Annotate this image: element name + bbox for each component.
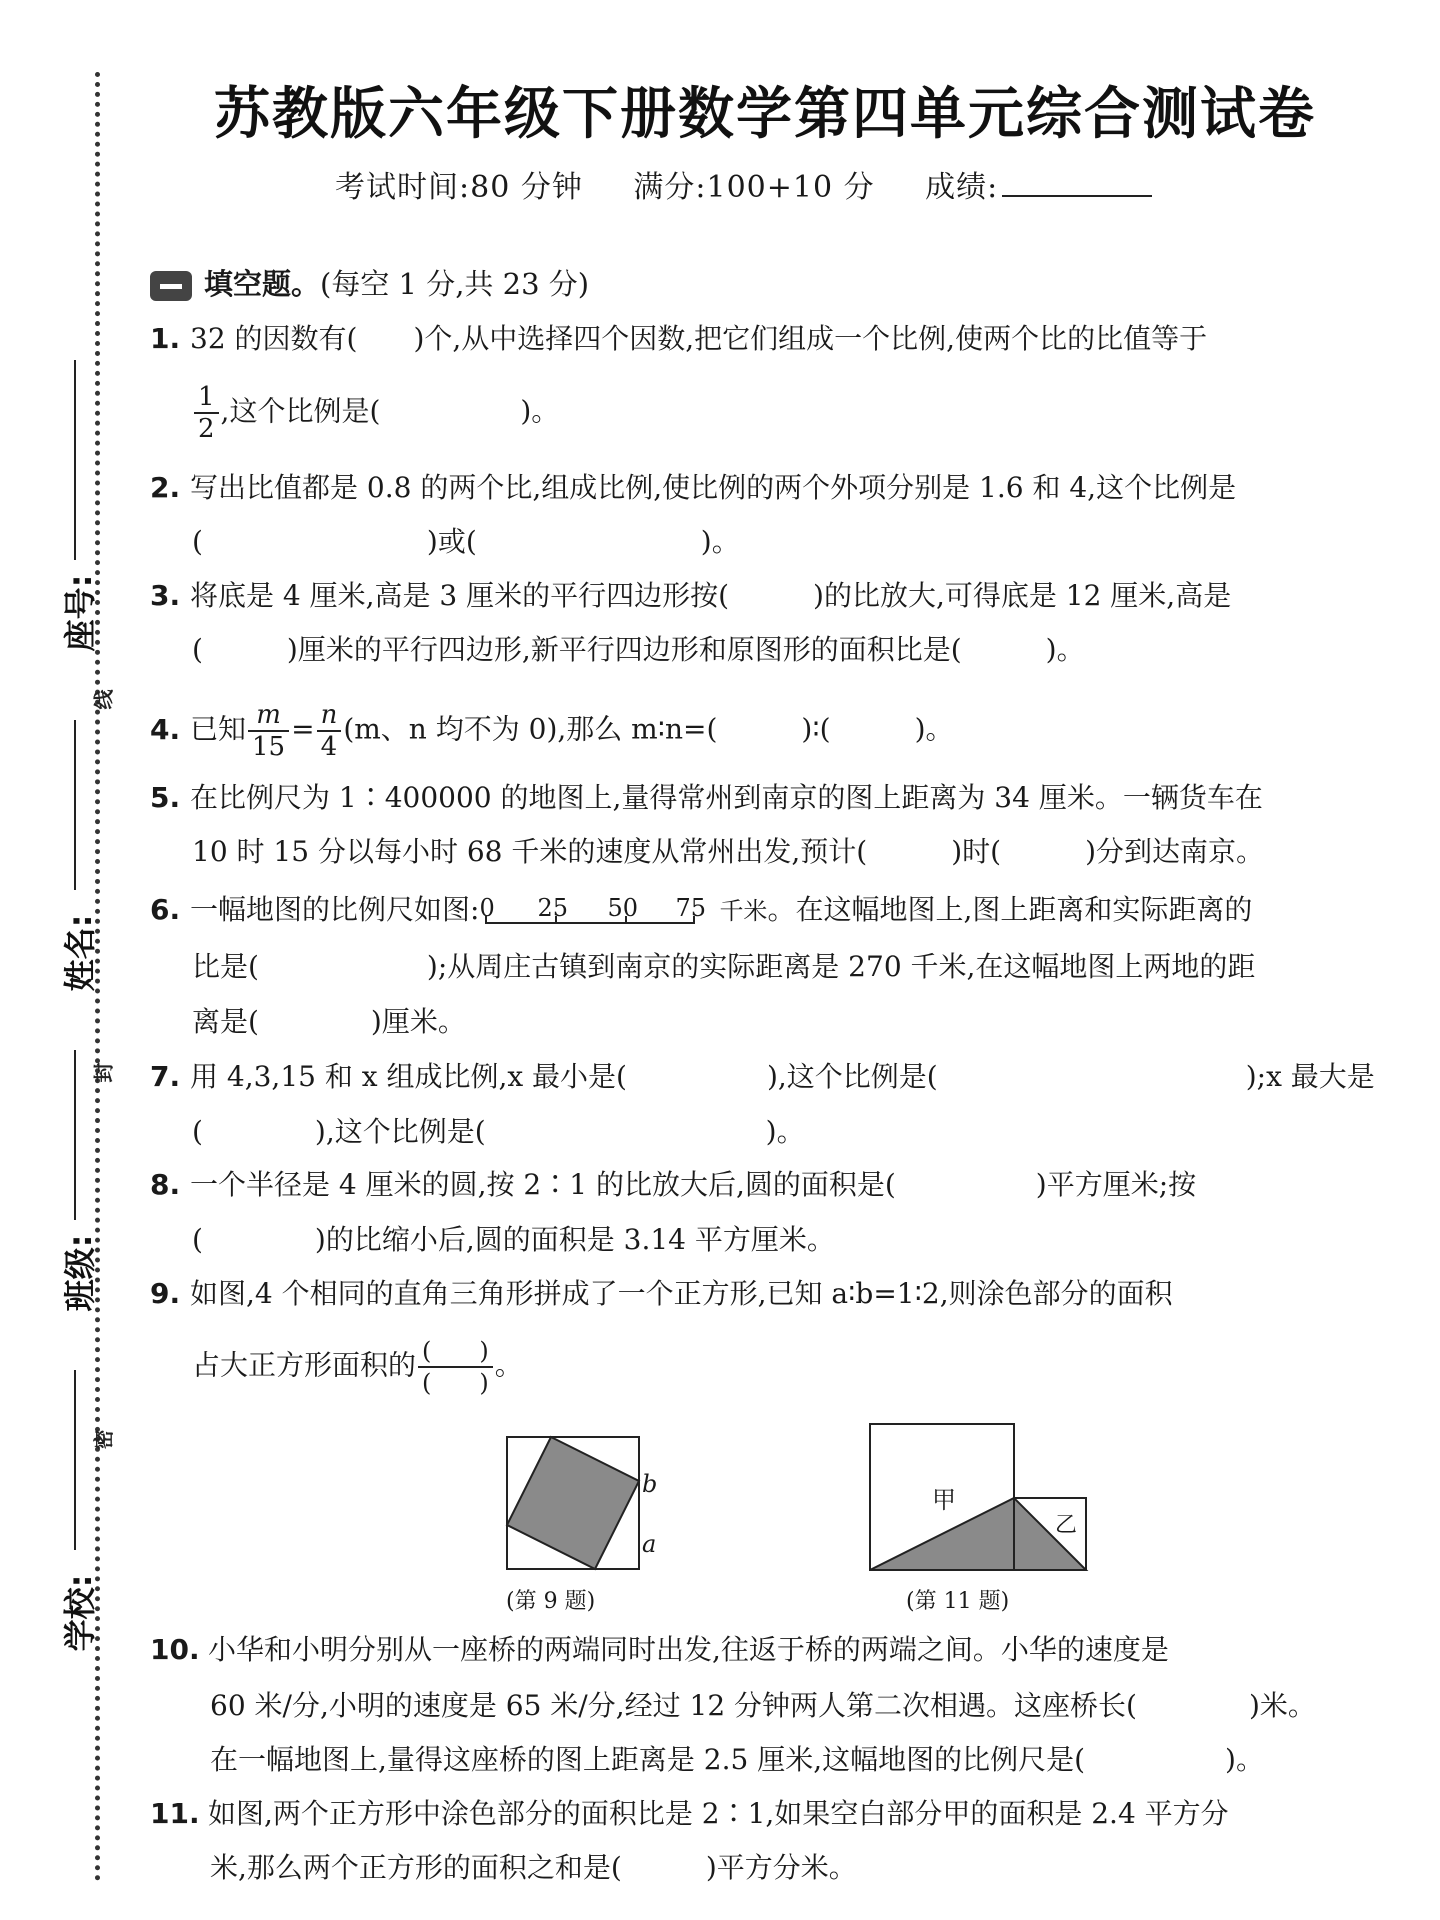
question-6 — [150, 888, 1252, 933]
section-heading — [150, 262, 589, 303]
question-text: 用 4,3,15 和 x 组成比例,x 最小是( ),这个比例是( );x 最大是 — [190, 1060, 1375, 1093]
question-7 — [150, 1055, 1375, 1099]
question-number: 1. — [150, 322, 181, 355]
page-title: 苏教版六年级下册数学第四单元综合测试卷 — [214, 82, 1316, 147]
question-text: 将底是 4 厘米,高是 3 厘米的平行四边形按( )的比放大,可得底是 12 厘米,高是 — [190, 579, 1232, 612]
question-text: 如图,两个正方形中涂色部分的面积比是 2∶1,如果空白部分甲的面积是 2.4 平方分 — [208, 1797, 1229, 1830]
question-8-line2: ( )的比缩小后,圆的面积是 3.14 平方厘米。 — [192, 1223, 835, 1256]
fraction-m-15 — [248, 700, 289, 762]
equals-sign: = — [291, 712, 315, 746]
figure-11-diagram — [868, 1422, 1092, 1574]
question-11 — [150, 1792, 1229, 1836]
question-text: 写出比值都是 0.8 的两个比,组成比例,使比例的两个外项分别是 1.6 和 4,这个比例是 — [190, 471, 1237, 504]
question-3-line2: ( )厘米的平行四边形,新平行四边形和原图形的面积比是( )。 — [192, 633, 1085, 666]
fraction-n-4 — [317, 700, 342, 762]
fraction-answer-blank — [418, 1336, 493, 1398]
margin-school-label: 学校: — [61, 1574, 99, 1652]
question-10-line2: 60 米/分,小明的速度是 65 米/分,经过 12 分钟两人第二次相遇。这座桥长( )米。 — [210, 1689, 1316, 1722]
question-number: 11. — [150, 1797, 200, 1830]
margin-seat-blank — [74, 360, 76, 560]
frac-denominator: 4 — [320, 732, 338, 762]
scale-tick — [485, 916, 487, 924]
question-number: 3. — [150, 579, 181, 612]
question-3 — [150, 574, 1231, 618]
figure-9-caption: (第 9 题) — [506, 1589, 596, 1614]
label-a: a — [642, 1530, 657, 1558]
scale-tick — [693, 916, 695, 924]
question-10 — [150, 1628, 1169, 1672]
label-yi: 乙 — [1055, 1513, 1078, 1538]
question-9 — [150, 1272, 1173, 1316]
question-text: ,这个比例是( )。 — [220, 394, 560, 428]
question-11-line2: 米,那么两个正方形的面积之和是( )平方分米。 — [210, 1851, 857, 1884]
question-number: 10. — [150, 1633, 200, 1666]
scale-unit: 千米 — [719, 897, 768, 925]
question-number: 4. — [150, 712, 181, 746]
question-number: 2. — [150, 471, 181, 504]
question-number: 8. — [150, 1168, 181, 1201]
question-text: (m、n 均不为 0),那么 m∶n=( )∶( )。 — [343, 712, 954, 746]
section-number-badge — [150, 271, 192, 301]
question-6-line3: 离是( )厘米。 — [192, 1005, 466, 1038]
question-7-line2: ( ),这个比例是( )。 — [192, 1115, 805, 1148]
question-text: 。在这幅地图上,图上距离和实际距离的 — [767, 893, 1253, 926]
question-4 — [150, 700, 954, 762]
figure-9-diagram — [505, 1435, 665, 1575]
section-note: (每空 1 分,共 23 分) — [320, 267, 590, 301]
exam-full-score: 满分:100+10 分 — [633, 170, 875, 205]
scale-tick — [555, 916, 557, 924]
question-2 — [150, 466, 1236, 510]
scale-tick-label: 25 — [537, 893, 568, 922]
question-5-line2: 10 时 15 分以每小时 68 千米的速度从常州出发,预计( )时( )分到达南京。 — [192, 835, 1264, 868]
question-8 — [150, 1163, 1196, 1207]
question-number: 9. — [150, 1277, 181, 1310]
frac-denominator: 15 — [252, 732, 286, 762]
frac-numerator: m — [248, 700, 289, 732]
question-number: 6. — [150, 893, 181, 926]
frac-denominator: ( ) — [422, 1369, 489, 1397]
shaded-inner-square — [507, 1437, 639, 1569]
section-title: 填空题。 — [204, 267, 321, 301]
question-1-line2 — [192, 382, 559, 444]
frac-numerator: 1 — [194, 382, 219, 414]
scale-tick — [625, 916, 627, 924]
score-blank — [1002, 173, 1152, 197]
question-text: 在比例尺为 1∶400000 的地图上,量得常州到南京的图上距离为 34 厘米。一辆货车在 — [190, 781, 1263, 814]
frac-numerator: ( ) — [418, 1336, 493, 1368]
frac-numerator: n — [317, 700, 342, 732]
question-text: 。 — [494, 1348, 523, 1382]
margin-name-label: 姓名: — [61, 914, 99, 992]
question-text: 一个半径是 4 厘米的圆,按 2∶1 的比放大后,圆的面积是( )平方厘米;按 — [190, 1168, 1197, 1201]
scale-tick-label: 50 — [607, 893, 638, 922]
question-number: 7. — [150, 1060, 181, 1093]
margin-class-blank — [74, 1050, 76, 1220]
question-text: 32 的因数有( )个,从中选择四个因数,把它们组成一个比例,使两个比的比值等于 — [190, 322, 1208, 355]
margin-word-feng: 封 — [91, 1062, 116, 1083]
question-10-line3: 在一幅地图上,量得这座桥的图上距离是 2.5 厘米,这幅地图的比例尺是( )。 — [210, 1743, 1264, 1776]
label-jia: 甲 — [932, 1486, 956, 1514]
question-text: 已知 — [190, 712, 247, 746]
margin-word-mi: 密 — [91, 1429, 116, 1450]
question-text: 一幅地图的比例尺如图: — [190, 893, 480, 926]
label-b: b — [642, 1470, 658, 1498]
question-2-line2: ( )或( )。 — [192, 525, 740, 558]
margin-seat-label: 座号: — [61, 574, 99, 652]
frac-denominator: 2 — [198, 414, 215, 444]
fraction — [194, 382, 219, 444]
map-scale-bar — [479, 892, 719, 932]
exam-info — [335, 162, 1152, 206]
question-1 — [150, 317, 1207, 361]
margin-name-blank — [74, 720, 76, 890]
question-9-line2 — [192, 1336, 523, 1398]
question-5 — [150, 776, 1263, 820]
exam-score-label: 成绩: — [925, 170, 999, 205]
margin-word-xian: 线 — [91, 689, 116, 710]
question-text: 占大正方形面积的 — [192, 1348, 417, 1382]
figure-11-caption: (第 11 题) — [906, 1589, 1010, 1614]
question-text: 如图,4 个相同的直角三角形拼成了一个正方形,已知 a∶b=1∶2,则涂色部分的面积 — [190, 1277, 1173, 1310]
scale-tick-label: 75 — [675, 893, 706, 922]
scale-line — [485, 922, 695, 924]
question-6-line2: 比是( );从周庄古镇到南京的实际距离是 270 千米,在这幅地图上两地的距 — [192, 950, 1256, 983]
question-text: 小华和小明分别从一座桥的两端同时出发,往返于桥的两端之间。小华的速度是 — [208, 1633, 1169, 1666]
margin-school-blank — [74, 1370, 76, 1550]
exam-time: 考试时间:80 分钟 — [335, 170, 583, 205]
scale-tick-label: 0 — [479, 893, 495, 922]
margin-class-label: 班级: — [61, 1234, 99, 1312]
question-number: 5. — [150, 781, 181, 814]
